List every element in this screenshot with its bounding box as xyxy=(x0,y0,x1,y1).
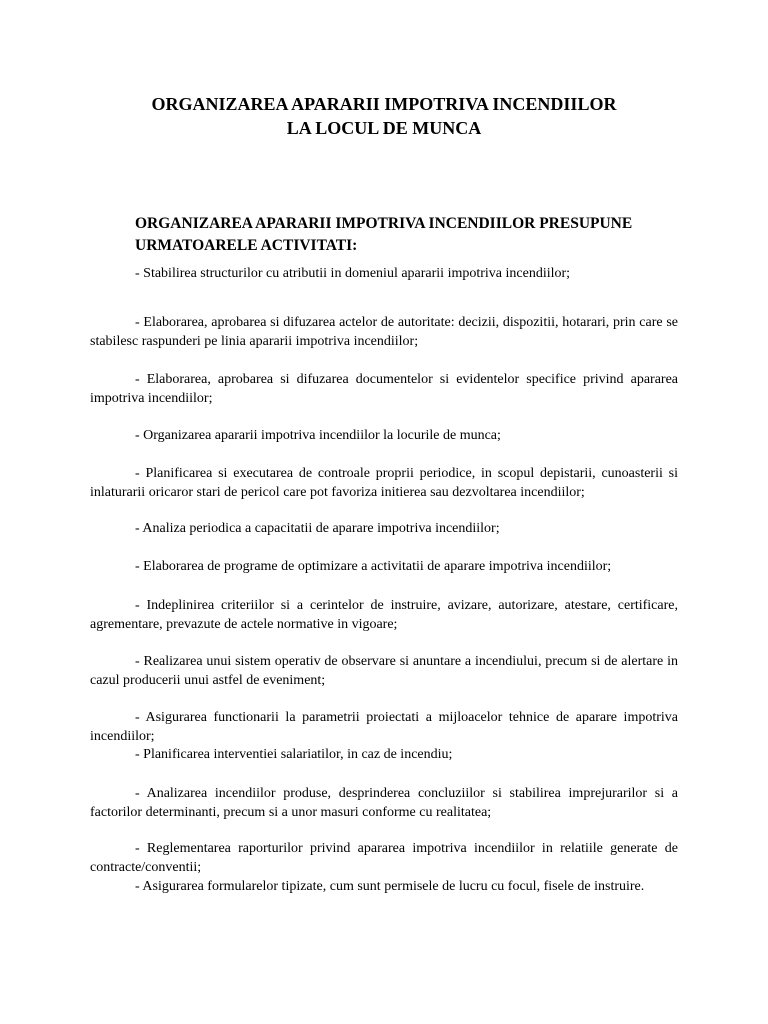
activity-item-12: - Analizarea incendiilor produse, desprinderea concluziilor si stabilirea imprejurarilor si a factorilor determinanti, precum si a unor masuri conforme cu realitatea; xyxy=(90,786,678,820)
activity-item-3: - Elaborarea, aprobarea si difuzarea documentelor si evidentelor specifice privind apararea impotriva incendiilor; xyxy=(90,372,678,406)
activity-item-14: - Asigurarea formularelor tipizate, cum sunt permisele de lucru cu focul, fisele de instruire. xyxy=(135,879,645,894)
activity-item-10: - Asigurarea functionarii la parametrii proiectati a mijloacelor tehnice de aparare impotriva incendiilor; xyxy=(90,710,678,744)
activity-item-5: - Planificarea si executarea de controale proprii periodice, in scopul depistarii, cunoasterii si inlaturarii oricaror stari de pericol care pot favoriza initierea sau dezvoltarea incendiilor; xyxy=(90,466,678,500)
activity-item-8: - Indeplinirea criteriilor si a cerintelor de instruire, avizare, autorizare, atestare, certificare, agrementare, prevazute de actele normative in vigoare; xyxy=(90,598,678,632)
activity-item-9: - Realizarea unui sistem operativ de observare si anuntare a incendiului, precum si de alertare in cazul producerii unui astfel de eveniment; xyxy=(90,654,678,688)
document-title-line-2: LA LOCUL DE MUNCA xyxy=(286,118,482,138)
activity-item-1: - Stabilirea structurilor cu atributii in domeniul apararii impotriva incendiilor; xyxy=(135,266,571,281)
section-heading-line-1: ORGANIZAREA APARARII IMPOTRIVA INCENDIILOR PRESUPUNE xyxy=(135,215,633,232)
section-heading-line-2: URMATOARELE ACTIVITATI: xyxy=(135,237,358,254)
activity-item-13: - Reglementarea raporturilor privind apararea impotriva incendiilor in relatiile generate de contracte/conventii; xyxy=(90,841,678,875)
activity-item-4: - Organizarea apararii impotriva incendiilor la locurile de munca; xyxy=(135,428,501,443)
activity-item-11: - Planificarea interventiei salariatilor, in caz de incendiu; xyxy=(135,747,453,762)
activity-item-6: - Analiza periodica a capacitatii de aparare impotriva incendiilor; xyxy=(135,521,500,536)
activity-item-7: - Elaborarea de programe de optimizare a activitatii de aparare impotriva incendiilor; xyxy=(135,559,612,574)
document-title-line-1: ORGANIZAREA APARARII IMPOTRIVA INCENDIILOR xyxy=(151,94,617,114)
activity-item-2: - Elaborarea, aprobarea si difuzarea actelor de autoritate: decizii, dispozitii, hotarari, prin care se stabilesc raspunderi pe linia apararii impotriva incendiilor; xyxy=(90,315,678,349)
